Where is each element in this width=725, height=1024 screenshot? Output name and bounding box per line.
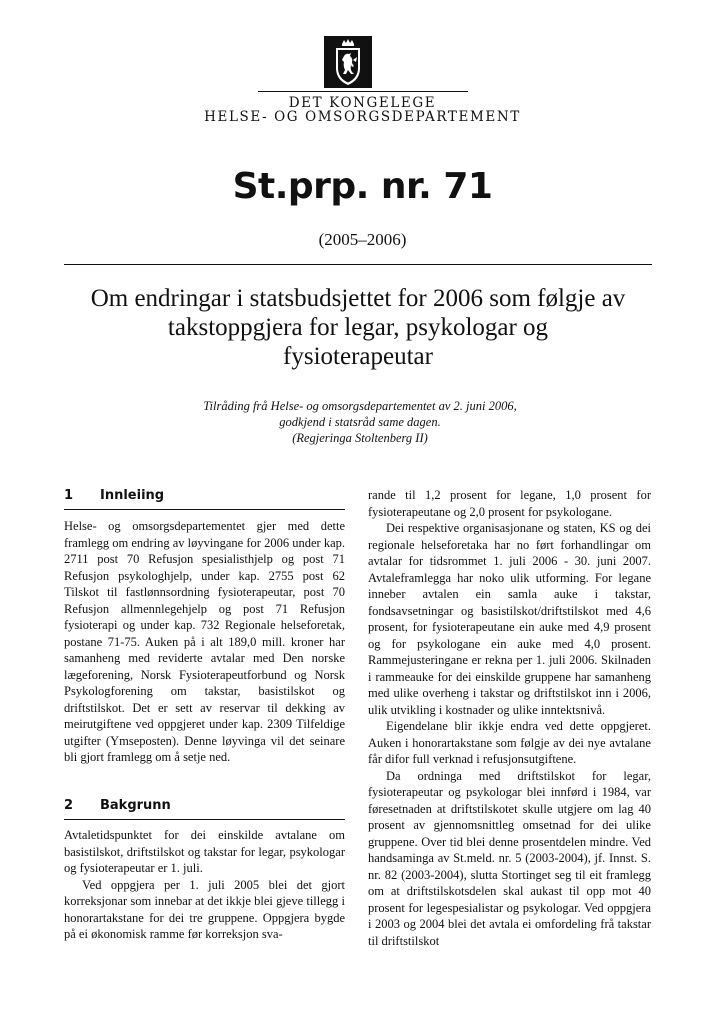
paragraph: Dei respektive organisasjonane og staten, KS og dei regionale helseforetaka har no ført forhandlingar om avtalar for tidsrommet 1. juli 2006 - 30. juni 2007. Avtaleframlegga har noko ulik utforming. For legane inneber avtalen ein samla auke i takstar, fondsavsetningar og basistilskot/driftstilskot med 4,6 prosent, for fysioterapeutane ein auke med 4,9 prosent og for psykologane ein auke med 4,0 prosent. Rammejusteringane er rekna per 1. juli 2006. Skilnaden i rammeauke for dei einskilde gruppene har samanheng med ulike overheng i takstar og driftstilskot inn i 2006, ulik utvikling i kostnader og ulike inntektsnivå. xyxy=(368,521,651,717)
crowned-lion-shield-icon xyxy=(324,36,372,88)
section-body-bakgrunn-right xyxy=(368,487,651,949)
section-title: Innleiing xyxy=(100,488,165,503)
coat-of-arms-emblem xyxy=(324,36,372,88)
section-number: 1 xyxy=(64,488,74,503)
paragraph-continued: rande til 1,2 prosent for legane, 1,0 prosent for fysioterapeutane og 2,0 prosent for psykologane. xyxy=(368,488,651,519)
section-number: 2 xyxy=(64,798,74,813)
department-name-line2: HELSE- OG OMSORGSDEPARTEMENT xyxy=(204,109,521,125)
section-heading-innleiing xyxy=(64,488,345,503)
paragraph: Avtaletidspunktet for dei einskilde avtalane om basistilskot, driftstilskot og takstar for legar, psykologar og fysioterapeutar er 1. juli. xyxy=(64,828,345,875)
section-body-bakgrunn-left xyxy=(64,827,345,943)
title-line: Om endringar i statsbudsjettet for 2006 som følgje av xyxy=(90,285,626,312)
section-title: Bakgrunn xyxy=(100,798,171,813)
document-number: St.prp. nr. 71 xyxy=(232,166,493,207)
session-years: (2005–2006) xyxy=(318,230,407,249)
recommendation-line: godkjend i statsråd same dagen. xyxy=(279,415,441,429)
title-line: fysioterapeutar xyxy=(283,343,433,370)
recommendation-line: (Regjeringa Stoltenberg II) xyxy=(292,431,428,445)
title-divider xyxy=(64,264,652,265)
recommendation-note xyxy=(130,398,590,446)
paragraph: Helse- og omsorgsdepartementet gjer med dette framlegg om endring av løyvingane for 2006 under kap. 2711 post 70 Refusjon spesialisthjelp og post 71 Refusjon psykologhjelp, under kap. 2755 post 62 Tilskot til fastlønnsordning fysioterapeutar, post 70 Refusjon allmennlegehjelp og post 71 Refusjon fysioterapi og under kap. 732 Regionale helseforetak, postane 71-75. Auken på i alt 189,0 mill. kroner har samanheng med reviderte avtalar med Den norske lægeforening, Norsk Fysioterapeutforbund og Norsk Psykologforening om takstar, basistilskot og driftstilskot. Det er sett av reservar til dekking av meirutgiftene ved oppgjeret under kap. 2309 Tilfeldige utgifter (Ymseposten). Denne løyvinga vil det seinare bli gjort framlegg om å setje ned. xyxy=(64,519,345,764)
document-title xyxy=(64,284,652,371)
paragraph: Da ordninga med driftstilskot for legar, fysioterapeutar og psykologar blei innførd i 1984, var føresetnaden at driftstilskotet skulle utgjere om lag 40 prosent av gjennomsnittleg omsetnad for dei ulike gruppene. Over tid blei denne prosentdelen mindre. Ved handsaminga av St.meld. nr. 5 (2003-2004), jf. Innst. S. nr. 82 (2003-2004), slutta Stortinget seg til eit framlegg om at driftstilskotsdelen skal aukast til opp mot 40 prosent for legespesialistar og psykologar. Ved oppgjera i 2003 og 2004 blei det avtala ei omfordeling frå takstar til driftstilskot xyxy=(368,768,651,948)
section-heading-bakgrunn xyxy=(64,798,345,813)
section-rule xyxy=(64,509,345,510)
department-rule xyxy=(258,91,468,92)
department-name-line1: DET KONGELEGE xyxy=(288,95,437,111)
paragraph-split: Ved oppgjera per 1. juli 2005 blei det gjort korreksjonar som innebar at det ikkje blei gjeve tillegg i honorartakstane for dei tre gruppene. Oppgjera bygde på ei økonomisk ramme før korreksjon sva- xyxy=(64,877,345,941)
section-body-innleiing xyxy=(64,518,345,766)
title-line: takstoppgjera for legar, psykologar og xyxy=(167,314,549,341)
section-rule xyxy=(64,819,345,820)
paragraph: Eigendelane blir ikkje endra ved dette oppgjeret. Auken i honorartakstane som følgje av dei nye avtalane får difor full verknad i refusjonsutgiftene. xyxy=(368,719,651,766)
recommendation-line: Tilråding frå Helse- og omsorgsdepartementet av 2. juni 2006, xyxy=(203,399,517,413)
